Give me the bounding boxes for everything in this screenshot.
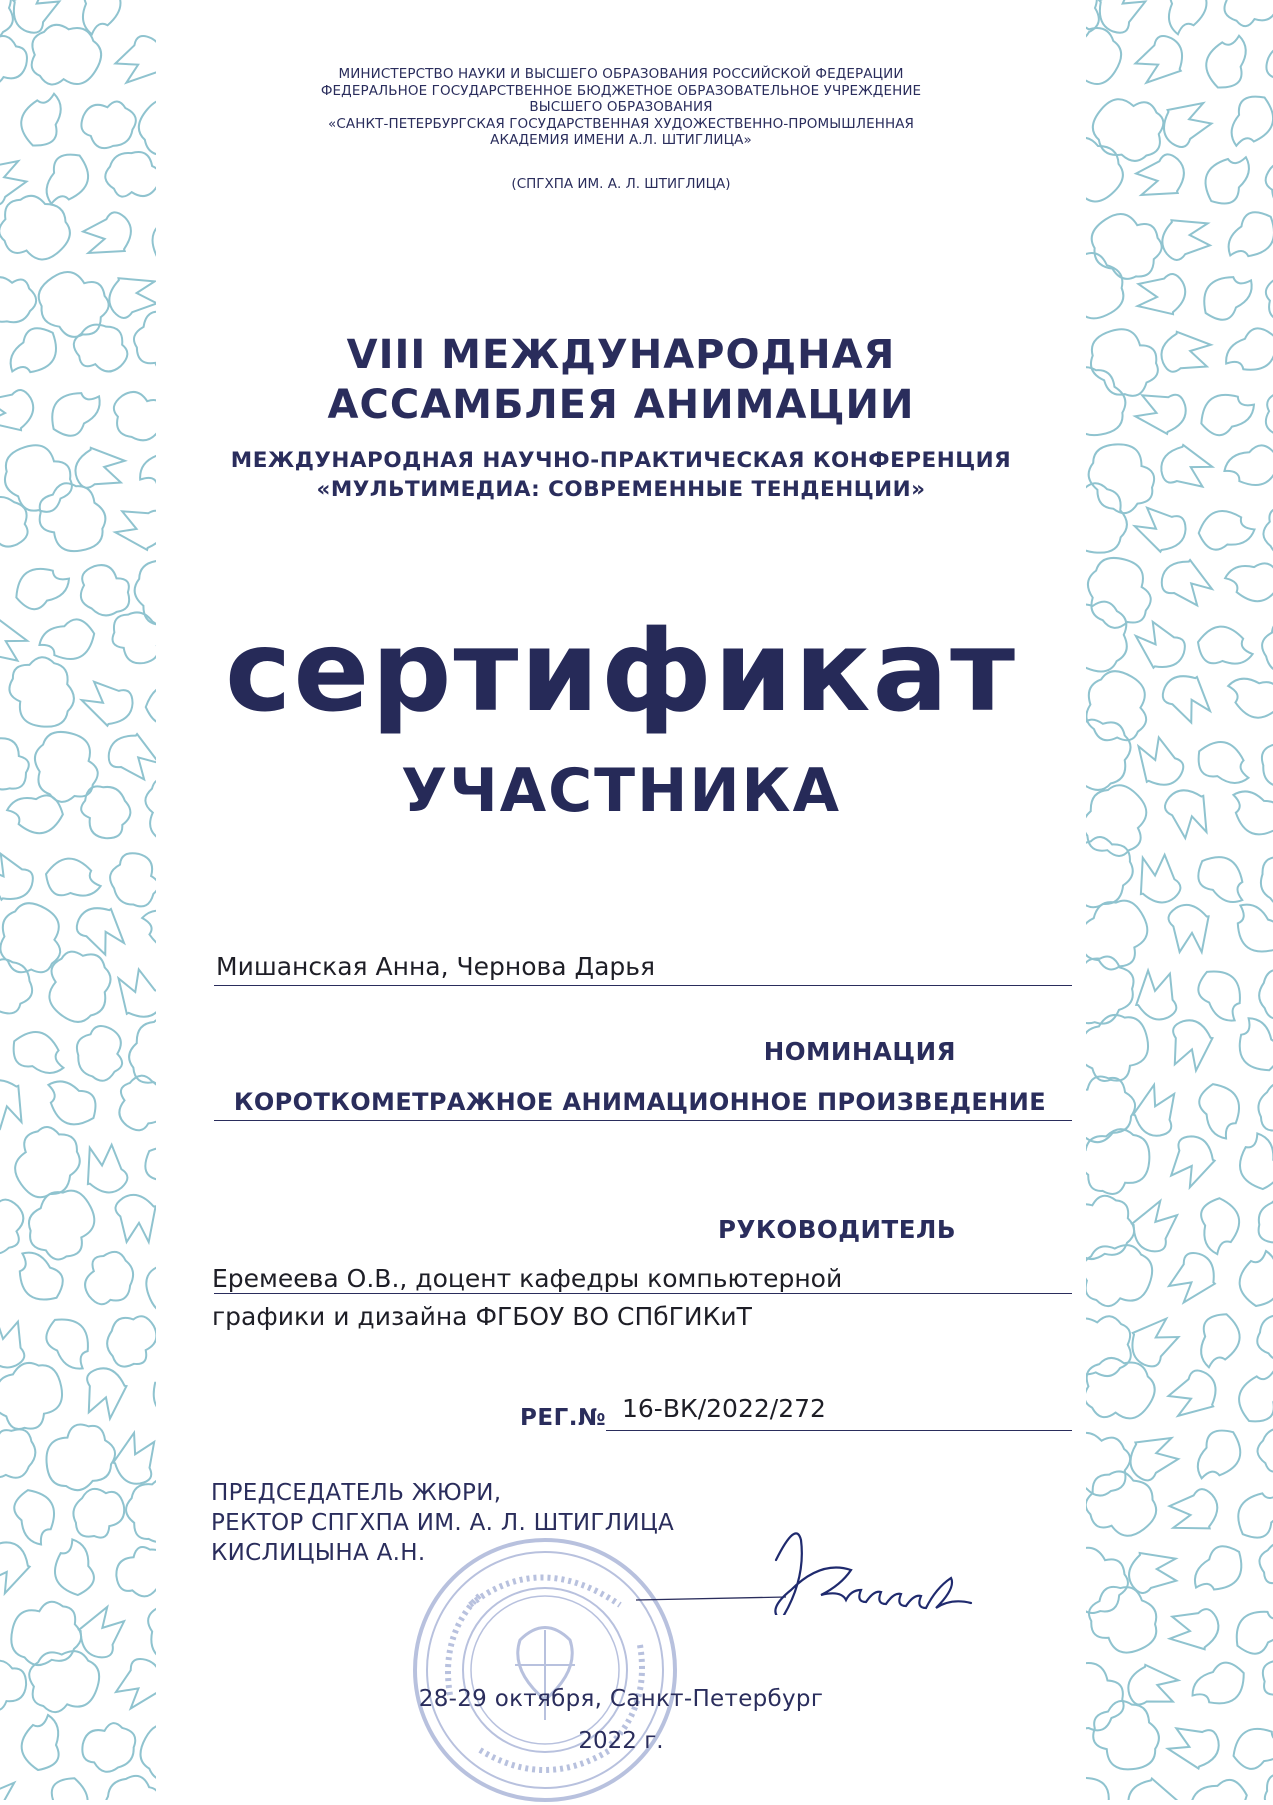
doodle-shape <box>0 494 32 550</box>
doodle-shape <box>0 188 79 271</box>
nomination-underline <box>214 1120 1072 1121</box>
doodle-shape <box>17 88 65 149</box>
doodle-shape <box>125 549 156 638</box>
doodle-shape <box>1222 205 1273 271</box>
doodle-shape <box>0 614 31 669</box>
doodle-shape <box>1223 898 1273 962</box>
signature-icon <box>626 1505 1006 1615</box>
doodle-shape <box>1233 1364 1273 1427</box>
doodle-shape <box>1136 970 1179 1020</box>
doodle-shape <box>1222 785 1273 842</box>
participant-underline <box>214 985 1072 986</box>
doodle-pattern-icon <box>1086 0 1273 1800</box>
ministry-header <box>156 66 1086 149</box>
doodle-shape <box>1194 262 1259 327</box>
doodle-pattern-icon <box>0 0 156 1800</box>
conference-title <box>156 446 1086 504</box>
doodle-shape <box>1086 1575 1170 1667</box>
doodle-shape <box>1191 847 1257 908</box>
doodle-shape <box>1161 783 1216 843</box>
doodle-shape <box>1165 1720 1223 1773</box>
doodle-shape <box>1197 626 1253 665</box>
doodle-shape <box>1248 1302 1273 1371</box>
doodle-shape <box>0 432 83 524</box>
doodle-shape <box>109 30 156 91</box>
doodle-shape <box>1240 1251 1273 1306</box>
doodle-shape <box>1086 669 1151 745</box>
doodle-shape <box>0 1775 33 1800</box>
doodle-shape <box>79 209 138 263</box>
doodle-shape <box>1198 1311 1242 1371</box>
doodle-shape <box>102 726 156 787</box>
ministry-line: АКАДЕМИЯ ИМЕНИ А.Л. ШТИГЛИЦА» <box>490 132 752 148</box>
doodle-shape <box>109 1430 156 1489</box>
doodle-shape <box>1226 1717 1273 1774</box>
doodle-shape <box>0 730 40 799</box>
doodle-shape <box>77 674 139 733</box>
doodle-shape <box>1086 1067 1144 1153</box>
doodle-shape <box>1256 964 1273 1022</box>
doodle-shape <box>132 90 156 167</box>
event-title-line1: VIII МЕЖДУНАРОДНАЯ <box>346 332 896 378</box>
registration-label: РЕГ.№ <box>520 1405 607 1431</box>
left-doodle-pattern <box>0 0 156 1800</box>
doodle-shape <box>1130 500 1192 559</box>
participant-names: Мишанская Анна, Чернова Дарья <box>216 952 656 981</box>
doodle-shape <box>99 143 156 208</box>
doodle-shape <box>1229 1479 1273 1545</box>
doodle-shape <box>0 1422 41 1485</box>
doodle-shape <box>34 1415 124 1501</box>
doodle-shape <box>1252 1420 1273 1483</box>
doodle-shape <box>68 1020 134 1088</box>
doodle-shape <box>18 1178 108 1270</box>
doodle-shape <box>71 898 132 961</box>
doodle-shape <box>1193 382 1259 442</box>
doodle-shape <box>1086 201 1171 289</box>
doodle-shape <box>1156 440 1216 495</box>
doodle-shape <box>109 1652 156 1715</box>
doodle-shape <box>1086 0 1099 41</box>
jury-chair-block <box>211 1478 674 1568</box>
doodle-shape <box>1086 130 1132 213</box>
doodle-shape <box>6 794 65 837</box>
doodle-shape <box>37 1075 103 1132</box>
doodle-shape <box>1188 1776 1252 1800</box>
doodle-shape <box>1165 1486 1222 1537</box>
doodle-shape <box>1253 730 1273 798</box>
doodle-shape <box>113 503 156 553</box>
doodle-shape <box>1086 1353 1160 1426</box>
nomination-value: КОРОТКОМЕТРАЖНОЕ АНИМАЦИОННОЕ ПРОИЗВЕДЕНИЕ <box>233 1088 1046 1116</box>
doodle-shape <box>1259 32 1273 100</box>
doodle-shape <box>1086 433 1163 522</box>
doodle-shape <box>1129 1082 1183 1141</box>
supervisor-underline <box>214 1293 1072 1294</box>
doodle-shape <box>1157 666 1218 729</box>
doodle-shape <box>1162 1365 1224 1424</box>
doodle-shape <box>84 1251 133 1304</box>
doodle-shape <box>3 651 82 736</box>
doodle-shape <box>1129 30 1192 91</box>
doodle-shape <box>1256 1652 1273 1711</box>
doodle-shape <box>1192 1424 1248 1489</box>
doodle-shape <box>1124 1195 1185 1258</box>
doodle-shape <box>1136 273 1186 316</box>
doodle-shape <box>1195 504 1257 553</box>
doodle-shape <box>121 1009 156 1096</box>
doodle-shape <box>1086 945 1145 1037</box>
doodle-shape <box>1166 1017 1215 1072</box>
doodle-shape <box>0 1197 28 1256</box>
chair-line1: ПРЕДСЕДАТЕЛЬ ЖЮРИ, <box>211 1480 502 1506</box>
doodle-shape <box>80 1365 129 1420</box>
doodle-shape <box>1191 961 1255 1027</box>
chair-line2: РЕКТОР СПГХПА ИМ. А. Л. ШТИГЛИЦА <box>211 1510 675 1536</box>
doodle-shape <box>1123 1773 1184 1800</box>
doodle-shape <box>1232 1130 1273 1193</box>
doodle-shape <box>1155 552 1218 613</box>
registration-number: 16-ВК/2022/272 <box>622 1394 826 1423</box>
supervisor-line2: графики и дизайна ФГБОУ ВО СПбГИКиТ <box>212 1302 752 1331</box>
doodle-shape <box>123 299 156 390</box>
doodle-shape <box>1133 387 1189 437</box>
doodle-shape <box>139 1719 156 1784</box>
doodle-shape <box>144 203 156 269</box>
doodle-shape <box>1220 321 1273 384</box>
doodle-shape <box>1224 675 1273 721</box>
doodle-shape <box>1226 90 1273 154</box>
doodle-shape <box>0 0 13 41</box>
doodle-shape <box>0 1351 75 1440</box>
doodle-shape <box>1226 1597 1273 1661</box>
doodle-shape <box>146 1602 156 1662</box>
doodle-shape <box>1226 1013 1273 1079</box>
doodle-shape <box>1133 851 1183 907</box>
doodle-shape <box>0 847 39 910</box>
doodle-shape <box>70 776 141 847</box>
doodle-shape <box>1197 145 1255 211</box>
doodle-shape <box>1156 94 1217 152</box>
doodle-shape <box>80 1141 130 1197</box>
ministry-line: ВЫСШЕГО ОБРАЗОВАНИЯ <box>529 99 713 115</box>
certificate-title: сертификат <box>224 607 1018 737</box>
conference-line1: МЕЖДУНАРОДНАЯ НАУЧНО-ПРАКТИЧЕСКАЯ КОНФЕРЕНЦИЯ <box>230 448 1012 473</box>
doodle-shape <box>1086 1692 1170 1782</box>
certificate-body <box>156 0 1086 1800</box>
doodle-shape <box>1163 1131 1221 1192</box>
doodle-shape <box>0 26 35 96</box>
doodle-shape <box>0 389 34 432</box>
doodle-shape <box>114 1193 156 1245</box>
doodle-shape <box>45 858 101 897</box>
doodle-shape <box>145 775 156 847</box>
doodle-shape <box>1162 1246 1224 1309</box>
doodle-shape <box>73 560 137 621</box>
chair-line3: КИСЛИЦЫНА А.Н. <box>211 1540 426 1566</box>
doodle-shape <box>0 951 42 1021</box>
doodle-shape <box>1259 1541 1273 1592</box>
doodle-shape <box>5 1597 86 1670</box>
doodle-shape <box>8 1026 72 1078</box>
doodle-shape <box>35 615 100 670</box>
doodle-shape <box>8 556 74 616</box>
ministry-line: МИНИСТЕРСТВО НАУКИ И ВЫСШЕГО ОБРАЗОВАНИЯ РОССИЙСКОЙ ФЕДЕРАЦИИ <box>338 66 904 82</box>
doodle-shape <box>22 1715 59 1770</box>
doodle-shape <box>46 1775 90 1800</box>
doodle-shape <box>9 1484 65 1549</box>
doodle-shape <box>1086 1313 1133 1378</box>
registration-underline <box>606 1430 1072 1431</box>
doodle-shape <box>1193 736 1257 788</box>
doodle-shape <box>105 272 156 321</box>
doodle-shape <box>74 447 126 491</box>
doodle-shape <box>1262 153 1273 213</box>
doodle-shape <box>42 378 107 443</box>
doodle-shape <box>1265 276 1273 325</box>
doodle-shape <box>138 907 156 953</box>
doodle-shape <box>1220 441 1273 496</box>
ministry-line: «САНКТ-ПЕТЕРБУРГСКАЯ ГОСУДАРСТВЕННАЯ ХУДОЖЕСТВЕННО-ПРОМЫШЛЕННАЯ <box>327 115 915 132</box>
right-doodle-pattern <box>1086 0 1273 1800</box>
doodle-shape <box>1126 1663 1180 1710</box>
nomination-label: НОМИНАЦИЯ <box>763 1037 956 1066</box>
doodle-shape <box>1086 552 1155 631</box>
doodle-shape <box>5 1246 71 1310</box>
doodle-shape <box>1258 386 1273 447</box>
doodle-shape <box>1252 613 1273 684</box>
doodle-shape <box>104 1312 156 1370</box>
institution-abbreviation: (СПГХПА ИМ. А. Л. ШТИГЛИЦА) <box>511 176 731 192</box>
doodle-shape <box>1160 331 1212 375</box>
doodle-shape <box>0 1537 36 1598</box>
doodle-shape <box>110 964 156 1026</box>
doodle-shape <box>142 678 156 727</box>
doodle-shape <box>1215 0 1273 38</box>
doodle-shape <box>4 321 66 387</box>
doodle-shape <box>1129 615 1192 678</box>
doodle-shape <box>41 946 116 1028</box>
doodle-shape <box>1194 1078 1250 1143</box>
doodle-shape <box>1086 241 1136 332</box>
doodle-shape <box>71 1601 132 1664</box>
doodle-shape <box>140 1361 156 1427</box>
ministry-line: ФЕДЕРАЛЬНОЕ ГОСУДАРСТВЕННОЕ БЮДЖЕТНОЕ ОБРАЗОВАТЕЛЬНОЕ УЧРЕЖДЕНИЕ <box>320 82 922 99</box>
doodle-shape <box>1251 1074 1273 1141</box>
doodle-shape <box>1254 1763 1273 1800</box>
doodle-shape <box>1199 1196 1243 1256</box>
doodle-shape <box>1170 1608 1219 1649</box>
supervisor-line1: Еремеева О.В., доцент кафедры компьютерной <box>212 1264 843 1293</box>
doodle-shape <box>1167 0 1208 36</box>
doodle-shape <box>0 269 41 329</box>
doodle-shape <box>28 259 119 347</box>
doodle-shape <box>1257 849 1273 908</box>
doodle-shape <box>1224 562 1273 605</box>
doodle-shape <box>109 1536 156 1606</box>
doodle-shape <box>1254 498 1273 567</box>
supervisor-label: РУКОВОДИТЕЛЬ <box>718 1215 956 1244</box>
doodle-shape <box>0 1073 31 1133</box>
doodle-shape <box>1126 1549 1179 1595</box>
doodle-shape <box>1086 477 1134 562</box>
event-date-place: 28-29 октября, Санкт-Петербург <box>418 1686 824 1712</box>
doodle-shape <box>1188 1539 1252 1605</box>
doodle-shape <box>138 1137 156 1198</box>
doodle-shape <box>134 437 156 500</box>
doodle-shape <box>74 90 144 158</box>
event-title <box>156 330 1086 430</box>
doodle-shape <box>1086 316 1169 408</box>
doodle-shape <box>1202 30 1250 91</box>
doodle-shape <box>1086 90 1170 167</box>
doodle-shape <box>110 1071 156 1135</box>
event-title-line2: АССАМБЛЕЯ АНИМАЦИИ <box>327 382 915 428</box>
doodle-shape <box>1130 732 1189 794</box>
doodle-shape <box>72 321 130 375</box>
doodle-shape <box>1248 1187 1273 1258</box>
doodle-shape <box>1086 1767 1129 1800</box>
doodle-shape <box>1123 1429 1183 1485</box>
doodle-shape <box>3 1118 90 1208</box>
doodle-shape <box>1086 714 1136 796</box>
doodle-shape <box>113 392 156 441</box>
doodle-shape <box>0 901 65 977</box>
doodle-shape <box>41 148 95 212</box>
doodle-shape <box>1086 888 1161 980</box>
event-year: 2022 г. <box>578 1728 664 1754</box>
conference-line2: «МУЛЬТИМЕДИА: СОВРЕМЕННЫЕ ТЕНДЕНЦИИ» <box>316 477 926 502</box>
doodle-shape <box>133 1235 156 1327</box>
doodle-shape <box>1158 214 1213 263</box>
doodle-shape <box>1167 903 1211 955</box>
doodle-shape <box>47 1536 98 1599</box>
doodle-shape <box>100 845 156 916</box>
doodle-shape <box>31 726 102 805</box>
doodle-shape <box>0 1318 26 1368</box>
doodle-shape <box>1086 1649 1135 1741</box>
doodle-shape <box>1187 1656 1253 1717</box>
certificate-subtitle: УЧАСТНИКА <box>400 756 842 826</box>
doodle-shape <box>74 1711 145 1782</box>
